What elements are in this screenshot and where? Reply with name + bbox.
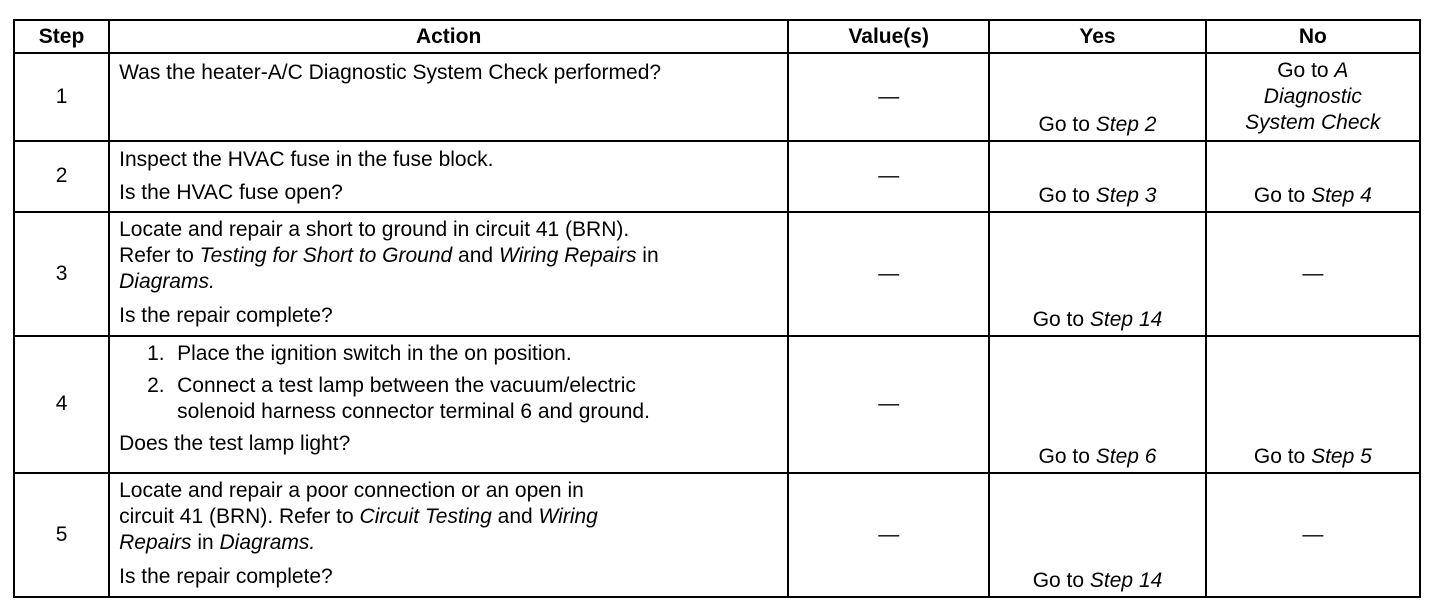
substep-list <box>119 341 781 425</box>
list-item <box>147 373 781 399</box>
value-text: — <box>878 392 900 416</box>
yes-cell <box>989 212 1205 336</box>
substep-number: 2. <box>147 374 165 398</box>
table-row <box>14 473 1420 597</box>
no-ref: A <box>1334 58 1349 82</box>
action-text: circuit 41 (BRN). Refer to <box>119 504 360 528</box>
yes-ref: Step 6 <box>1095 444 1157 468</box>
value-cell <box>788 141 989 212</box>
action-text: and <box>491 504 539 528</box>
no-cell <box>1206 473 1420 597</box>
value-cell <box>788 473 989 597</box>
action-ref: Wiring <box>538 504 598 528</box>
yes-prefix: Go to <box>1038 112 1096 136</box>
yes-ref: Step 14 <box>1089 569 1163 592</box>
value-cell <box>788 336 989 473</box>
action-cell <box>109 141 788 212</box>
value-text: — <box>878 84 900 108</box>
action-ref: Diagrams. <box>119 269 215 293</box>
header-action: Action <box>109 20 788 53</box>
header-yes: Yes <box>989 20 1205 53</box>
table-row <box>14 336 1420 473</box>
value-text: — <box>878 522 900 546</box>
action-cell <box>109 53 788 141</box>
no-ref: Step 4 <box>1311 183 1372 207</box>
yes-ref: Step 2 <box>1095 112 1157 136</box>
table-row <box>14 212 1420 336</box>
action-text: in <box>191 530 220 554</box>
action-text: in <box>636 243 659 267</box>
list-item <box>147 341 781 367</box>
yes-cell <box>989 53 1205 141</box>
substep-text: Connect a test lamp between the vacuum/electric <box>177 374 636 398</box>
value-text: — <box>878 164 900 188</box>
no-text: — <box>1302 522 1324 546</box>
yes-cell <box>989 141 1205 212</box>
action-question: Does the test lamp light? <box>119 432 351 456</box>
yes-cell <box>989 473 1205 597</box>
action-question: Is the HVAC fuse open? <box>119 180 343 204</box>
substep-text: solenoid harness connector terminal 6 and ground. <box>177 400 650 424</box>
no-cell <box>1206 141 1420 212</box>
yes-ref: Step 3 <box>1095 183 1157 207</box>
header-step: Step <box>14 20 109 53</box>
no-prefix: Go to <box>1277 58 1335 82</box>
no-cell <box>1206 336 1420 473</box>
action-question: Is the repair complete? <box>119 303 333 327</box>
no-text: — <box>1302 262 1324 286</box>
table-row <box>14 53 1420 141</box>
list-item <box>147 399 781 425</box>
value-cell <box>788 212 989 336</box>
header-values: Value(s) <box>788 20 989 53</box>
action-ref: Circuit Testing <box>359 504 492 528</box>
no-cell <box>1206 212 1420 336</box>
substep-text: Place the ignition switch in the on position. <box>177 342 572 366</box>
action-ref: Diagrams. <box>219 530 316 554</box>
no-prefix: Go to <box>1253 183 1312 207</box>
action-question: Was the heater-A/C Diagnostic System Check performed? <box>119 61 662 84</box>
no-cell <box>1206 53 1420 141</box>
step-number: 5 <box>14 473 109 597</box>
no-ref: Step 5 <box>1311 444 1372 468</box>
table-row <box>14 141 1420 212</box>
header-row <box>14 20 1420 53</box>
action-text: Inspect the HVAC fuse in the fuse block. <box>119 147 494 171</box>
yes-prefix: Go to <box>1032 569 1090 592</box>
action-cell <box>109 473 788 597</box>
diagnostic-table <box>13 19 1421 598</box>
step-number: 1 <box>14 53 109 141</box>
action-ref: Testing for Short to Ground <box>199 243 453 267</box>
action-ref: Repairs <box>119 530 192 554</box>
no-ref-line3: System Check <box>1245 110 1381 134</box>
value-cell <box>788 53 989 141</box>
value-text: — <box>878 262 900 286</box>
no-prefix: Go to <box>1253 444 1312 468</box>
action-line: Locate and repair a short to ground in circuit 41 (BRN). <box>119 217 630 241</box>
action-cell <box>109 212 788 336</box>
action-text: and <box>452 243 499 267</box>
substep-number <box>147 399 177 425</box>
yes-prefix: Go to <box>1038 183 1096 207</box>
action-question: Is the repair complete? <box>119 564 333 588</box>
step-number: 3 <box>14 212 109 336</box>
substep-number: 1. <box>147 342 165 366</box>
no-ref-line2: Diagnostic <box>1263 84 1362 108</box>
yes-cell <box>989 336 1205 473</box>
action-ref: Wiring Repairs <box>498 243 637 267</box>
yes-prefix: Go to <box>1038 444 1096 468</box>
action-line: Locate and repair a poor connection or an open in <box>119 478 584 502</box>
action-cell <box>109 336 788 473</box>
yes-prefix: Go to <box>1032 308 1090 332</box>
step-number: 4 <box>14 336 109 473</box>
step-number: 2 <box>14 141 109 212</box>
action-text: Refer to <box>119 243 200 267</box>
yes-ref: Step 14 <box>1089 308 1163 332</box>
header-no: No <box>1206 20 1420 53</box>
